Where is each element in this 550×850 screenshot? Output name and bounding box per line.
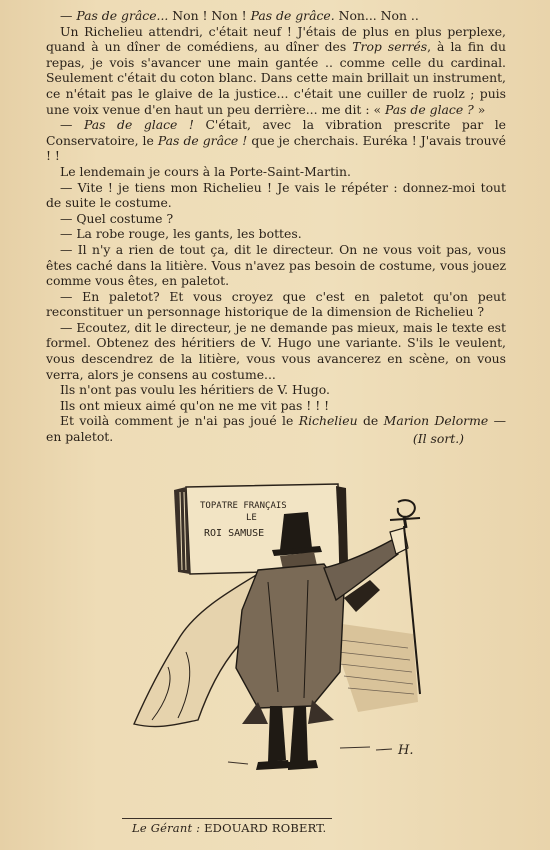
text-segment: — La robe rouge, les gants, les bottes. <box>60 226 302 242</box>
italic-segment: Pas de glace ? <box>384 101 474 117</box>
text-segment: Et voilà comment je n'ai pas joué le <box>60 413 299 429</box>
text-segment: — Quel costume ? <box>60 210 174 226</box>
paragraph <box>46 226 506 242</box>
article-text <box>46 8 506 445</box>
text-segment: Ils n'ont pas voulu les héritiers de V. Hugo. <box>60 382 330 398</box>
italic-segment: Marion Delorme <box>383 413 489 429</box>
text-segment: Le lendemain je cours à la Porte-Saint-Martin. <box>60 163 351 179</box>
paragraph <box>46 211 506 227</box>
text-segment: — Vite ! je tiens mon Richelieu ! Je vais le répéter : donnez-moi tout de suite le costume. <box>46 179 506 211</box>
paragraph <box>46 8 506 24</box>
text-segment: , à la fin du repas, je vois s'avancer une main gantée .. comme celle du cardinal. Seulement c'était du coton blanc. Dans cette main brillait un instrument, ce n'était pas le glaive de la justice... c'était une cuiller de ruolz ; puis une voix venue d'en haut un peu derrière... me dit : « <box>46 39 506 117</box>
paragraph <box>46 164 506 180</box>
footer <box>132 821 326 835</box>
text-segment: de <box>357 413 384 429</box>
italic-segment: Pas de grâce ! <box>157 132 248 148</box>
text-segment: — <box>60 8 77 23</box>
footer-label: Le Gérant : <box>132 821 201 835</box>
italic-segment: Pas de grâce... <box>76 8 169 23</box>
text-segment: Non... Non .. <box>334 8 419 23</box>
poster-line-3: ROI SAMUSE <box>204 528 265 539</box>
text-segment: C'était, avec la vibration prescrite par le Conservatoire, le <box>46 117 506 148</box>
paragraph <box>46 398 506 414</box>
italic-segment: Pas de grâce. <box>250 8 335 23</box>
stage-direction: (Il sort.) <box>412 431 464 446</box>
text-segment: Non ! Non ! <box>168 8 251 23</box>
text-segment: — en paletot. <box>46 413 506 445</box>
italic-segment: Pas de glace ! <box>83 117 194 133</box>
paragraph <box>46 382 506 398</box>
footer-rule <box>122 818 332 819</box>
paragraph <box>46 289 506 320</box>
text-segment: — <box>60 117 84 133</box>
poster-line-2: LE <box>246 513 257 523</box>
text-segment: — Il n'y a rien de tout ça, dit le directeur. On ne vous voit pas, vous êtes caché dans la litière. Vous n'avez pas besoin de costume, vous jouez comme vous êtes, en paletot. <box>46 241 506 289</box>
caricature-illustration <box>108 462 448 782</box>
paragraph <box>46 180 506 211</box>
paragraph <box>46 117 506 164</box>
artist-signature: H. <box>398 743 414 758</box>
text-segment: Un Richelieu attendri, c'était neuf ! J'étais de plus en plus perplexe, quand à un dîner de comédiens, au dîner des <box>46 23 506 55</box>
paragraph <box>46 24 506 118</box>
text-segment: Ils ont mieux aimé qu'on ne me vit pas ! ! ! <box>60 397 330 413</box>
paragraph <box>46 320 506 382</box>
paragraph <box>46 242 506 289</box>
italic-segment: Trop serrés <box>352 39 428 55</box>
text-segment: que je cherchais. Euréka ! J'avais trouvé ! ! <box>46 132 506 164</box>
text-segment: » <box>473 101 486 117</box>
italic-segment: Richelieu <box>298 413 358 429</box>
footer-name: EDOUARD ROBERT. <box>204 821 327 835</box>
theatre-poster <box>174 484 348 574</box>
text-segment: — Ecoutez, dit le directeur, je ne demande pas mieux, mais le texte est formel. Obtenez des héritiers de V. Hugo une variante. S'ils le veulent, vous descendrez de la litière, vous vous avancerez en scène, on vous verra, alors je consens au costume... <box>46 319 506 382</box>
text-segment: — En paletot? Et vous croyez que c'est en paletot qu'on peut reconstituer un personnage historique de la dimension de Richelieu ? <box>46 288 506 320</box>
poster-line-1: TOPATRE FRANÇAIS <box>200 501 287 511</box>
